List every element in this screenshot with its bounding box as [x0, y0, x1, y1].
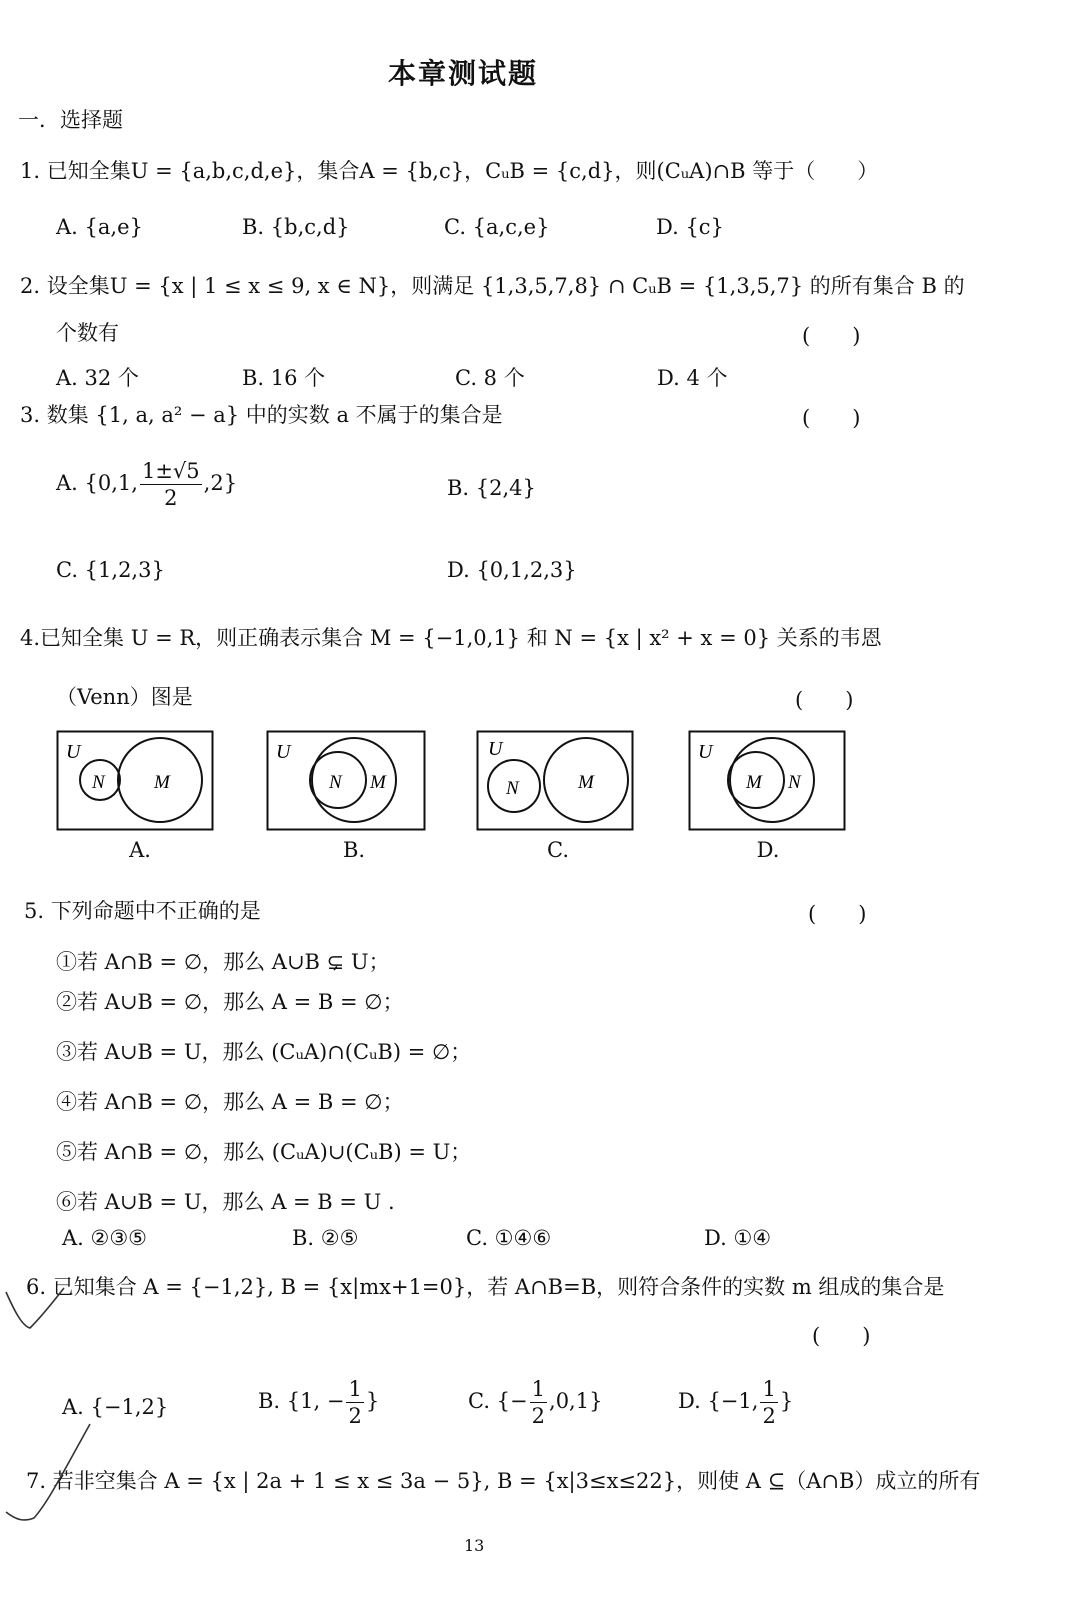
q5-statement-1: ①若 A∩B = ∅，那么 A∪B ⊊ U； — [56, 950, 390, 974]
q6-option-b-denominator: 2 — [348, 1404, 362, 1428]
q5-option-a: A. ②③⑤ — [62, 1226, 147, 1250]
q6-answer-paren: ( ) — [812, 1324, 871, 1348]
venn-b-label-m: M — [370, 772, 386, 793]
q5-answer-paren: ( ) — [808, 902, 867, 926]
q2-stem-cont: 个数有 — [56, 321, 119, 345]
venn-d-universe-box — [690, 732, 845, 830]
q6-option-c-fraction — [530, 1376, 547, 1429]
q3-option-d: D. {0,1,2,3} — [447, 558, 577, 582]
venn-diagram-a — [56, 730, 214, 832]
q2-answer-paren: ( ) — [802, 324, 861, 348]
venn-b-universe-box — [268, 732, 425, 830]
page-title: 本章测试题 — [388, 57, 539, 90]
q1-option-d: D. {c} — [656, 215, 724, 239]
q5-statement-6: ⑥若 A∪B = U，那么 A = B = U . — [56, 1190, 395, 1214]
venn-diagram-d — [688, 730, 846, 832]
handwritten-check-mark-q6 — [0, 1270, 70, 1340]
q3-option-c: C. {1,2,3} — [56, 558, 165, 582]
page-number: 13 — [464, 1536, 485, 1555]
venn-d-caption: D. — [756, 838, 780, 862]
q6-option-c-numerator: 1 — [531, 1377, 546, 1401]
q2-option-a: A. 32 个 — [56, 366, 139, 390]
venn-d-label-u: U — [698, 741, 713, 763]
venn-diagram-b — [266, 730, 426, 832]
venn-c-label-n: N — [506, 778, 519, 799]
q6-option-c — [468, 1376, 602, 1429]
q6-option-d-denominator: 2 — [762, 1404, 776, 1428]
q5-statement-3: ③若 A∪B = U，那么 (CᵤA)∩(CᵤB) = ∅； — [56, 1040, 472, 1064]
q3-answer-paren: ( ) — [802, 406, 861, 430]
q1-stem: 1. 已知全集U = {a,b,c,d,e}，集合A = {b,c}，CᵤB = {c,d}，则(CᵤA)∩B 等于（ ） — [20, 159, 879, 183]
q5-option-d: D. ①④ — [704, 1226, 772, 1250]
q3-option-a-denominator: 2 — [164, 486, 178, 510]
q6-option-b-numerator: 1 — [348, 1377, 362, 1401]
q2-stem: 2. 设全集U = {x | 1 ≤ x ≤ 9, x ∈ N}，则满足 {1,3,5,7,8} ∩ CᵤB = {1,3,5,7} 的所有集合 B 的 — [20, 274, 965, 298]
venn-d-circle-n — [730, 738, 814, 822]
q3-option-a-numerator: 1±√5 — [141, 459, 200, 483]
venn-a-label-u: U — [66, 741, 81, 763]
q6-option-c-denominator: 2 — [531, 1404, 546, 1428]
q3-option-a-suffix: ,2} — [203, 471, 238, 495]
q6-option-b-fraction — [346, 1376, 363, 1429]
q2-option-b: B. 16 个 — [242, 366, 326, 390]
q6-option-b-prefix: B. {1, − — [258, 1389, 345, 1413]
q7-stem: 7. 若非空集合 A = {x | 2a + 1 ≤ x ≤ 3a − 5}, B = {x|3≤x≤22}，则使 A ⊆（A∩B）成立的所有 — [26, 1469, 981, 1493]
q6-option-b — [258, 1376, 379, 1429]
venn-a-caption: A. — [129, 838, 151, 862]
venn-a-label-m: M — [154, 772, 170, 793]
q3-stem: 3. 数集 {1, a, a² − a} 中的实数 a 不属于的集合是 — [20, 403, 503, 427]
q6-option-d-numerator: 1 — [762, 1377, 776, 1401]
q6-option-a: A. {−1,2} — [62, 1395, 169, 1419]
q1-option-c: C. {a,c,e} — [444, 215, 550, 239]
venn-d-label-n: N — [788, 772, 801, 793]
venn-c-label-m: M — [578, 772, 594, 793]
q5-option-b: B. ②⑤ — [292, 1226, 359, 1250]
q1-option-b: B. {b,c,d} — [242, 215, 350, 239]
section-heading: 一．选择题 — [18, 108, 123, 132]
q4-stem: 4.已知全集 U = R，则正确表示集合 M = {−1,0,1} 和 N = {x | x² + x = 0} 关系的韦恩 — [20, 626, 882, 650]
venn-b-label-u: U — [276, 741, 291, 763]
q2-option-c: C. 8 个 — [455, 366, 525, 390]
venn-c-label-u: U — [488, 738, 503, 760]
q2-option-d: D. 4 个 — [657, 366, 728, 390]
q6-option-d-prefix: D. {−1, — [678, 1389, 759, 1413]
q6-option-b-suffix: } — [365, 1389, 380, 1413]
handwritten-check-mark-q7 — [0, 1418, 100, 1528]
venn-b-caption: B. — [342, 838, 366, 862]
q6-option-d-fraction — [760, 1376, 777, 1429]
q5-statement-5: ⑤若 A∩B = ∅，那么 (CᵤA)∪(CᵤB) = U； — [56, 1140, 472, 1164]
q5-statement-4: ④若 A∩B = ∅，那么 A = B = ∅； — [56, 1090, 404, 1114]
q6-option-d-suffix: } — [779, 1389, 794, 1413]
q4-stem-cont: （Venn）图是 — [56, 685, 193, 709]
q1-option-a: A. {a,e} — [56, 215, 143, 239]
q3-option-b: B. {2,4} — [447, 476, 536, 500]
q6-option-d — [678, 1376, 793, 1429]
venn-diagram-c — [476, 730, 634, 832]
venn-c-caption: C. — [547, 838, 569, 862]
q6-option-c-prefix: C. {− — [468, 1389, 528, 1413]
q3-option-a-prefix: A. {0,1, — [56, 471, 138, 495]
venn-b-label-n: N — [329, 772, 342, 793]
venn-a-label-n: N — [92, 772, 105, 793]
q6-stem: 6. 已知集合 A = {−1,2}, B = {x|mx+1=0}，若 A∩B=B，则符合条件的实数 m 组成的集合是 — [26, 1275, 945, 1299]
q3-option-a — [56, 458, 237, 511]
q5-option-c: C. ①④⑥ — [466, 1226, 552, 1250]
q4-answer-paren: ( ) — [795, 688, 854, 712]
q5-statement-2: ②若 A∪B = ∅，那么 A = B = ∅； — [56, 990, 404, 1014]
q5-stem: 5. 下列命题中不正确的是 — [24, 899, 261, 923]
q6-option-c-suffix: ,0,1} — [549, 1389, 603, 1413]
venn-d-label-m: M — [746, 772, 762, 793]
q3-option-a-fraction — [140, 458, 202, 511]
